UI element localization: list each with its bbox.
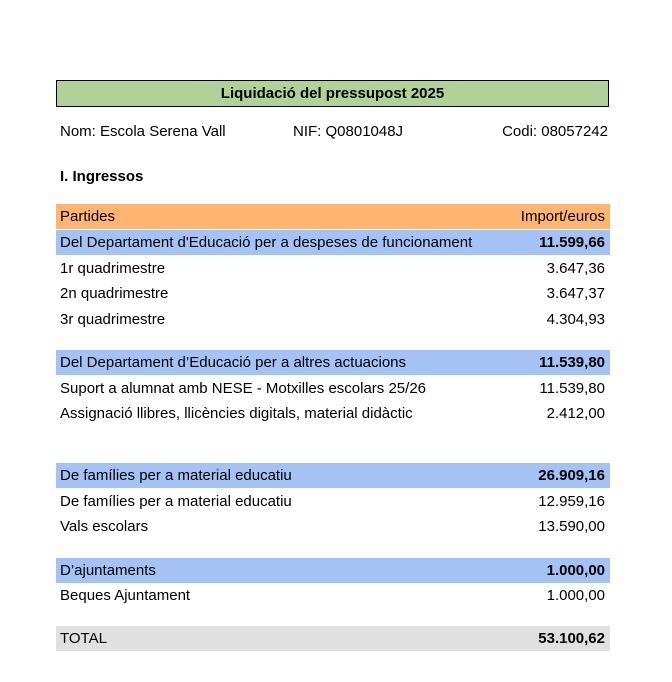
group-label: Del Departament d’Educació per a altres actuacions [60,354,407,371]
row-label: Beques Ajuntament [60,587,191,604]
header-import: Import/euros [520,208,605,225]
row-value: 12.959,16 [538,493,605,510]
total-row [56,626,610,651]
section-heading: I. Ingressos [60,168,144,185]
row-value: 1.000,00 [546,587,605,604]
group-row [56,230,610,255]
table-row [56,376,610,401]
document-title: Liquidació del pressupost 2025 [56,80,609,107]
table-header [56,204,610,229]
row-value: 4.304,93 [546,311,605,328]
group-value: 1.000,00 [546,562,605,579]
group-row [56,558,610,583]
row-value: 11.539,80 [539,380,605,397]
row-value: 3.647,37 [546,285,605,302]
row-label: Assignació llibres, llicències digitals, material didàctic [60,405,413,422]
table-row [56,489,610,514]
total-value: 53.100,62 [538,630,605,647]
row-label: 1r quadrimestre [60,260,166,277]
table-row [56,281,610,306]
group-value: 11.539,80 [539,354,605,371]
header-partides: Partides [60,208,116,225]
total-label: TOTAL [60,630,107,647]
table-row [56,401,610,426]
table-row [56,583,610,608]
school-name: Nom: Escola Serena Vall [60,123,226,140]
group-value: 26.909,16 [538,467,605,484]
school-code: Codi: 08057242 [502,123,608,140]
group-value: 11.599,66 [539,234,605,251]
row-label: 2n quadrimestre [60,285,169,302]
table-row [56,256,610,281]
row-label: Vals escolars [60,518,149,535]
table-row [56,307,610,332]
row-value: 2.412,00 [546,405,605,422]
group-label: De famílies per a material educatiu [60,467,292,484]
group-label: D’ajuntaments [60,562,156,579]
school-nif: NIF: Q0801048J [293,123,404,140]
table-row [56,514,610,539]
group-row [56,463,610,488]
group-label: Del Departament d'Educació per a despeses de funcionament [60,234,473,251]
row-label: Suport a alumnat amb NESE - Motxilles escolars 25/26 [60,380,426,397]
row-value: 3.647,36 [546,260,605,277]
group-row [56,350,610,375]
row-label: 3r quadrimestre [60,311,166,328]
row-label: De famílies per a material educatiu [60,493,292,510]
row-value: 13.590,00 [538,518,605,535]
